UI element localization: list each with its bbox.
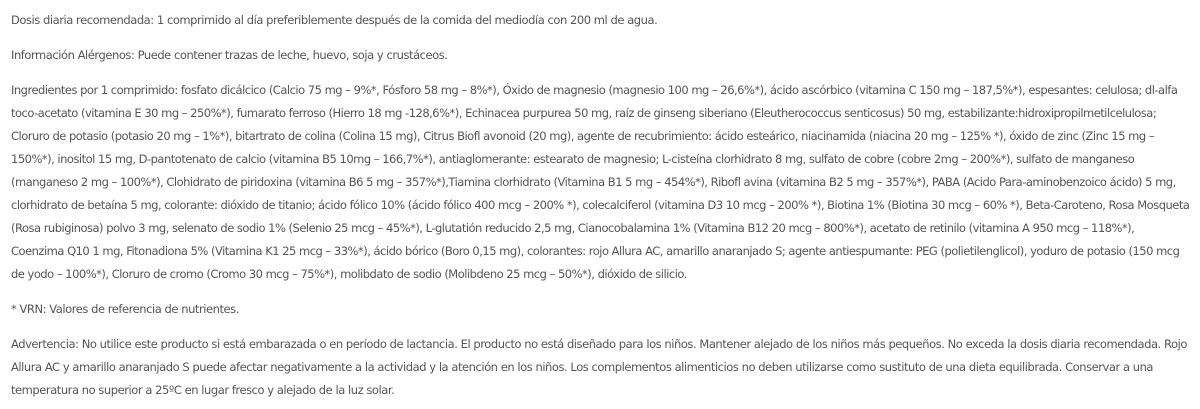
allergens-text: Información Alérgenos: Puede contener trazas de leche, huevo, soja y crustáceos. bbox=[11, 48, 448, 62]
warning-text: Advertencia: No utilice este producto si está embarazada o en período de lactancia. El producto no está diseñado para los niños. Mantener alejado de los niños más pequeños. No exceda la dosis diaria recomendada. Rojo Allura AC y amarillo anaranjado S puede afectar negativamente a la actividad y la atención en los niños. Los complementos alimenticios no deben utilizarse como sustituto de una dieta equilibrada. Conservar a una temperatura no superior a 25ºC en lugar fresco y alejado de la luz solar. bbox=[11, 337, 1187, 397]
vrn-note: * VRN: Valores de referencia de nutrientes. bbox=[11, 302, 239, 316]
dosage-text: Dosis diaria recomendada: 1 comprimido al día preferiblemente después de la comida del mediodía con 200 ml de agua. bbox=[11, 13, 658, 27]
ingredients-text: Ingredientes por 1 comprimido: fosfato dicálcico (Calcio 75 mg – 9%*, Fósforo 58 mg – 8%*), Óxido de magnesio (magnesio 100 mg – 26,6%*), ácido ascórbico (vitamina C 150 mg – 187,5%*), espesantes: celulosa; dl-alfa toco-acetato (vitamina E 30 mg – 250%*), fumarato ferroso (Hierro 18 mg -128,6%*), Echinacea purpurea 50 mg, raíz de ginseng siberiano (Eleutherococcus senticosus) 50 mg, estabilizante:hidroxipropilmetilcelulosa; Cloruro de potasio (potasio 20 mg – 1%*), bitartrato de colina (Colina 15 mg), Citrus Biofl avonoid (20 mg), agente de recubrimiento: ácido esteárico, niacinamida (niacina 20 mg – 125% *), óxido de zinc (Zinc 15 mg – 150%*), inositol 15 mg, D-pantotenato de calcio (vitamina B5 10mg – 166,7%*), antiaglomerante: estearato de magnesio; L-cisteína clorhidrato 8 mg, sulfato de cobre (cobre 2mg – 200%*), sulfato de manganeso (manganeso 2 mg – 100%*), Clohidrato de piridoxina (vitamina B6 5 mg – 357%*),Tiamina clorhidrato (Vitamina B1 5 mg – 454%*), Ribofl avina (vitamina B2 5 mg – 357%*), PABA (Acido Para-aminobenzoico ácido) 5 mg, clorhidrato de betaína 5 mg, colorante: dióxido de titanio; ácido fólico 10% (ácido fólico 400 mcg – 200% *), colecalciferol (vitamina D3 10 mcg – 200% *), Biotina 1% (Biotina 30 mcg – 60% *), Beta-Caroteno, Rosa Mosqueta (Rosa rubiginosa) polvo 3 mg, selenato de sodio 1% (Selenio 25 mcg – 45%*), L-glutatión reducido 2,5 mg, Cianocobalamina 1% (Vitamina B12 20 mcg – 800%*), acetato de retinilo (vitamina A 950 mcg – 118%*), Coenzima Q10 1 mg, Fitonadiona 5% (Vitamina K1 25 mcg – 33%*), ácido bórico (Boro 0,15 mg), colorantes: rojo Allura AC, amarillo anaranjado S; agente antiespumante: PEG (polietilenglicol), yoduro de potasio (150 mcg de yodo – 100%*), Cloruro de cromo (Cromo 30 mcg – 75%*), molibdato de sodio (Molibdeno 25 mcg – 50%*), dióxido de silicio. bbox=[11, 83, 1190, 281]
